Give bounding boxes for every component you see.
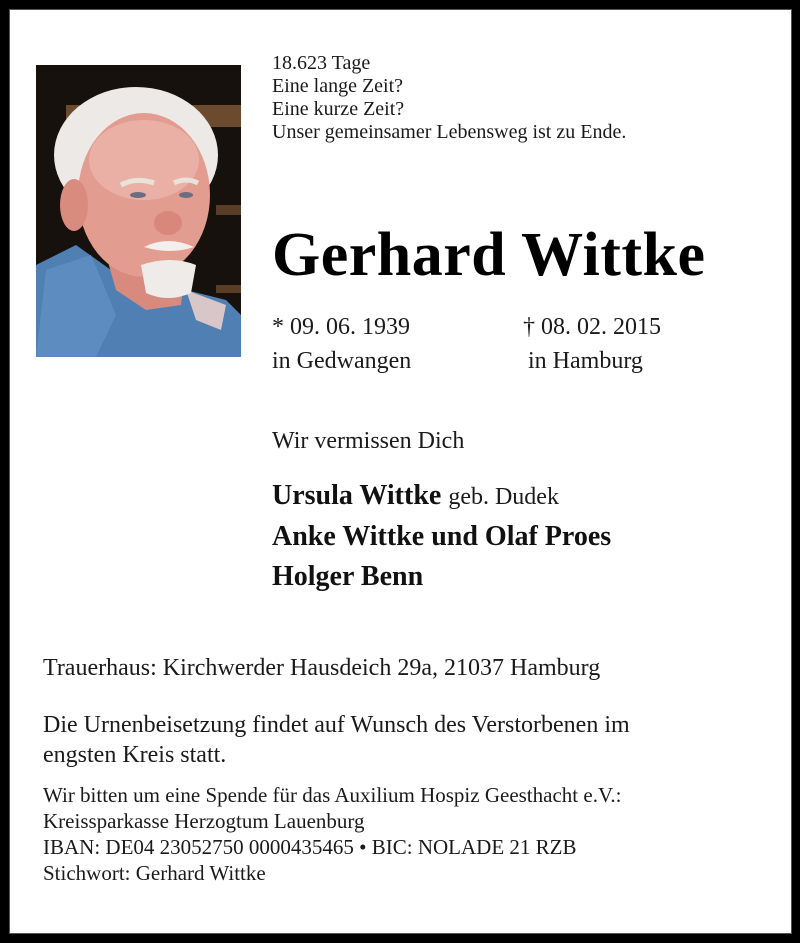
- birth-date: 09. 06. 1939: [290, 314, 410, 340]
- donation-info: [43, 782, 621, 886]
- donation-request: Wir bitten um eine Spende für das Auxilium Hospiz Geesthacht e.V.:: [43, 783, 622, 807]
- mourning-house-address: Trauerhaus: Kirchwerder Hausdeich 29a, 21037 Hamburg: [43, 655, 601, 681]
- deceased-name: Gerhard Wittke: [272, 221, 706, 289]
- intro-verse: [272, 52, 626, 144]
- death-date: 08. 02. 2015: [541, 314, 661, 340]
- mourners-heading: Wir vermissen Dich: [272, 428, 465, 454]
- death-info: [523, 310, 661, 378]
- donation-iban-bic: IBAN: DE04 23052750 0000435465 • BIC: NOLADE 21 RZB: [43, 835, 577, 859]
- donation-keyword: Stichwort: Gerhard Wittke: [43, 861, 266, 885]
- cross-icon: †: [523, 314, 535, 340]
- mourner-line: [272, 476, 611, 517]
- birth-place: in Gedwangen: [272, 348, 412, 374]
- portrait-image: [36, 65, 241, 357]
- obituary-card: [9, 9, 792, 934]
- mourner-name: Holger Benn: [272, 561, 424, 592]
- intro-line: Eine lange Zeit?: [272, 75, 404, 97]
- mourner-name: Ursula Wittke: [272, 480, 442, 511]
- burial-line: engsten Kreis statt.: [43, 742, 227, 768]
- mourners-list: [272, 476, 611, 597]
- portrait-photo: [36, 65, 241, 357]
- death-place: in Hamburg: [528, 348, 643, 374]
- birth-symbol: *: [272, 314, 284, 340]
- mourner-line: [272, 517, 611, 557]
- intro-line: 18.623 Tage: [272, 52, 371, 74]
- burial-notice: [43, 710, 630, 770]
- donation-bank: Kreissparkasse Herzogtum Lauenburg: [43, 809, 365, 833]
- birth-info: [272, 310, 411, 378]
- intro-line: Eine kurze Zeit?: [272, 98, 405, 120]
- burial-line: Die Urnenbeisetzung findet auf Wunsch des Verstorbenen im: [43, 712, 630, 738]
- intro-line: Unser gemeinsamer Lebensweg ist zu Ende.: [272, 121, 627, 143]
- mourner-note: geb. Dudek: [448, 484, 559, 510]
- mourner-name: Anke Wittke und Olaf Proes: [272, 521, 612, 552]
- mourner-line: [272, 557, 611, 597]
